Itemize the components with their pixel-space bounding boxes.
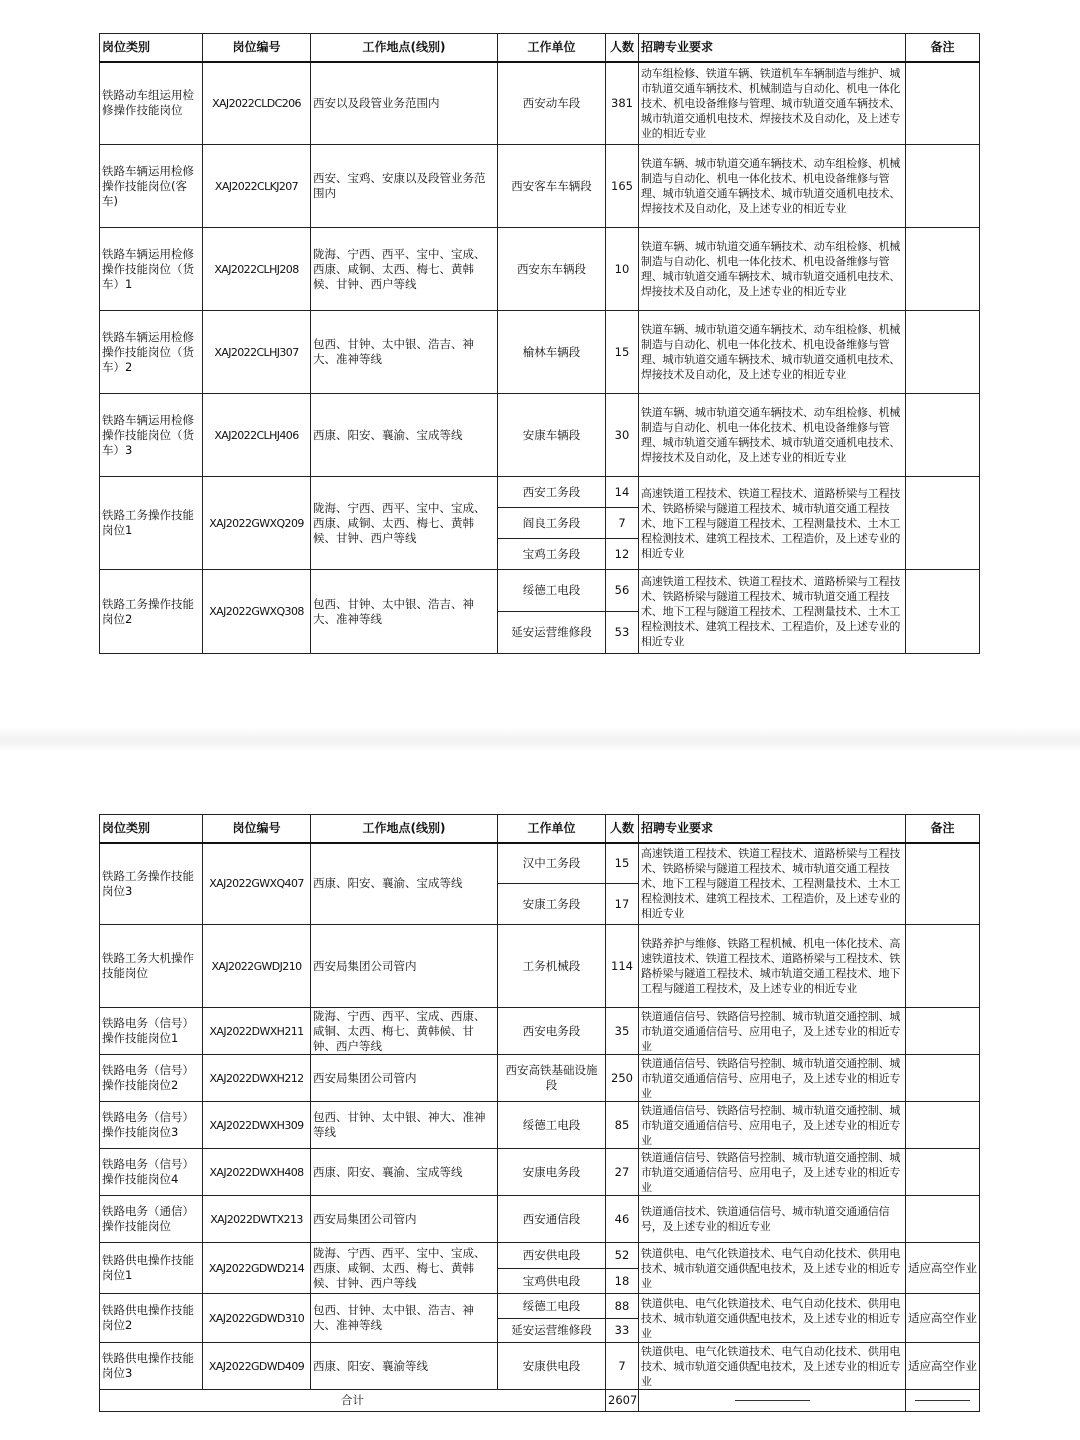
work-unit: 绥德工电段 [498, 570, 606, 612]
major-requirement [639, 925, 906, 1008]
major-requirement [639, 570, 906, 654]
table-body [100, 843, 980, 1390]
table-row [100, 570, 980, 612]
table-row [100, 311, 980, 394]
headcount: 7 [606, 1343, 639, 1390]
headcount: 7 [606, 508, 639, 539]
total-row [100, 1390, 980, 1412]
headcount: 250 [606, 1055, 639, 1102]
page-separator [0, 728, 1080, 752]
table-row [100, 1055, 980, 1102]
major-requirement-text: 铁道车辆、城市轨道交通车辆技术、动车组检修、机械制造与自动化、机电一体化技术、机电设备维修与管理、城市轨道交通车辆技术、城市轨道交通机电技术、焊接技术及自动化，及上述专业的相近专业 [641, 157, 901, 215]
major-requirement-text: 铁道供电、电气化铁道技术、电气自动化技术、供用电技术、城市轨道交通供配电技术，及上述专业的相近专业 [641, 1296, 901, 1340]
work-location: 西安以及段管业务范围内 [311, 62, 498, 145]
headcount: 12 [606, 539, 639, 570]
work-location: 陇海、宁西、西平、宝中、宝成、西康、咸铜、太西、梅七、黄韩候、甘钟、西户等线 [311, 477, 498, 570]
work-location: 包西、甘钟、太中银、浩吉、神大、准神等线 [311, 1294, 498, 1343]
major-requirement [639, 394, 906, 477]
major-requirement-text: 铁道通信技术、铁道通信信号、城市轨道交通通信信号，及上述专业的相近专业 [641, 1205, 890, 1233]
position-code: XAJ2022GDWD310 [203, 1294, 311, 1343]
remark [906, 62, 980, 145]
work-unit: 安康电务段 [498, 1149, 606, 1196]
remark [906, 1102, 980, 1149]
position-code: XAJ2022GWXQ308 [203, 570, 311, 654]
major-requirement [639, 1343, 906, 1390]
position-category: 铁路动车组运用检修操作技能岗位 [100, 62, 203, 145]
major-requirement [639, 843, 906, 925]
headcount: 15 [606, 311, 639, 394]
remark [906, 1008, 980, 1055]
table-row [100, 1102, 980, 1149]
headcount: 381 [606, 62, 639, 145]
remark [906, 311, 980, 394]
position-code: XAJ2022GWDJ210 [203, 925, 311, 1008]
position-code: XAJ2022DWXH309 [203, 1102, 311, 1149]
major-requirement-text: 铁道车辆、城市轨道交通车辆技术、动车组检修、机械制造与自动化、机电一体化技术、机电设备维修与管理、城市轨道交通车辆技术、城市轨道交通机电技术、焊接技术及自动化，及上述专业的相近专业 [641, 406, 901, 464]
table-row [100, 228, 980, 311]
major-requirement [639, 1294, 906, 1343]
total-note-dash [906, 1390, 980, 1412]
position-code: XAJ2022CLHJ307 [203, 311, 311, 394]
headcount: 17 [606, 884, 639, 925]
remark [906, 394, 980, 477]
header-requirement: 招聘专业要求 [639, 815, 906, 843]
major-requirement [639, 1243, 906, 1294]
header-code: 岗位编号 [203, 815, 311, 843]
major-requirement [639, 477, 906, 570]
position-category: 铁路电务（通信）操作技能岗位 [100, 1196, 203, 1243]
headcount: 35 [606, 1008, 639, 1055]
position-category: 铁路工务操作技能岗位2 [100, 570, 203, 654]
work-unit: 西安东车辆段 [498, 228, 606, 311]
position-category: 铁路车辆运用检修操作技能岗位（货车）2 [100, 311, 203, 394]
major-requirement-text: 动车组检修、铁道车辆、铁道机车车辆制造与维护、城市轨道交通车辆技术、机械制造与自动化、机电一体化技术、机电设备维修与管理、城市轨道交通车辆技术、城市轨道交通机电技术、焊接技术及自动化，及上述专业的相近专业 [641, 66, 901, 140]
header-unit: 工作单位 [498, 815, 606, 843]
remark: 适应高空作业 [906, 1294, 980, 1343]
position-category: 铁路电务（信号）操作技能岗位2 [100, 1055, 203, 1102]
table-row [100, 1196, 980, 1243]
position-category: 铁路车辆运用检修操作技能岗位（货车）3 [100, 394, 203, 477]
position-category: 铁路电务（信号）操作技能岗位1 [100, 1008, 203, 1055]
work-unit: 阎良工务段 [498, 508, 606, 539]
major-requirement-text: 高速铁道工程技术、铁道工程技术、道路桥梁与工程技术、铁路桥梁与隧道工程技术、城市轨道交通工程技术、地下工程与隧道工程技术、工程测量技术、土木工程检测技术、建筑工程技术、工程造价，及上述专业的相近专业 [641, 486, 901, 560]
work-unit: 西安动车段 [498, 62, 606, 145]
work-location: 包西、甘钟、太中银、神大、准神等线 [311, 1102, 498, 1149]
major-requirement-text: 铁道供电、电气化铁道技术、电气自动化技术、供用电技术、城市轨道交通供配电技术，及上述专业的相近专业 [641, 1246, 901, 1290]
table-row [100, 925, 980, 1008]
remark: 适应高空作业 [906, 1343, 980, 1390]
work-location: 西康、阳安、襄渝、宝成等线 [311, 1149, 498, 1196]
total-label: 合计 [100, 1390, 606, 1412]
headcount: 56 [606, 570, 639, 612]
work-unit: 安康车辆段 [498, 394, 606, 477]
work-location: 包西、甘钟、太中银、浩吉、神大、准神等线 [311, 570, 498, 654]
position-category: 铁路供电操作技能岗位1 [100, 1243, 203, 1294]
position-category: 铁路电务（信号）操作技能岗位3 [100, 1102, 203, 1149]
major-requirement-text: 铁道车辆、城市轨道交通车辆技术、动车组检修、机械制造与自动化、机电一体化技术、机电设备维修与管理、城市轨道交通车辆技术、城市轨道交通机电技术、焊接技术及自动化，及上述专业的相近专业 [641, 323, 901, 381]
work-unit: 宝鸡供电段 [498, 1269, 606, 1294]
remark [906, 570, 980, 654]
work-unit: 安康工务段 [498, 884, 606, 925]
position-code: XAJ2022GWXQ407 [203, 843, 311, 925]
major-requirement [639, 1055, 906, 1102]
position-category: 铁路车辆运用检修操作技能岗位(客车) [100, 145, 203, 228]
total-count: 2607 [606, 1390, 639, 1412]
work-location: 陇海、宁西、西平、宝中、宝成、西康、咸铜、太西、梅七、黄韩候、甘钟、西户等线 [311, 228, 498, 311]
table-row [100, 62, 980, 145]
header-note: 备注 [906, 815, 980, 843]
headcount: 10 [606, 228, 639, 311]
position-category: 铁路工务操作技能岗位3 [100, 843, 203, 925]
headcount: 165 [606, 145, 639, 228]
headcount: 30 [606, 394, 639, 477]
recruitment-table-page-2 [99, 814, 980, 1412]
work-location: 西安局集团公司管内 [311, 1196, 498, 1243]
work-location: 西安局集团公司管内 [311, 925, 498, 1008]
major-requirement [639, 1196, 906, 1243]
headcount: 114 [606, 925, 639, 1008]
position-category: 铁路电务（信号）操作技能岗位4 [100, 1149, 203, 1196]
work-unit: 西安供电段 [498, 1243, 606, 1269]
remark [906, 228, 980, 311]
work-unit: 工务机械段 [498, 925, 606, 1008]
work-unit: 西安客车车辆段 [498, 145, 606, 228]
work-location: 西康、阳安、襄渝、宝成等线 [311, 843, 498, 925]
position-code: XAJ2022DWXH212 [203, 1055, 311, 1102]
remark [906, 145, 980, 228]
headcount: 27 [606, 1149, 639, 1196]
position-code: XAJ2022GDWD409 [203, 1343, 311, 1390]
major-requirement-text: 高速铁道工程技术、铁道工程技术、道路桥梁与工程技术、铁路桥梁与隧道工程技术、城市轨道交通工程技术、地下工程与隧道工程技术、工程测量技术、土木工程检测技术、建筑工程技术、工程造价，及上述专业的相近专业 [641, 847, 901, 921]
major-requirement-text: 铁道通信信号、铁路信号控制、城市轨道交通控制、城市轨道交通通信信号、应用电子，及上述专业的相近专业 [641, 1009, 901, 1053]
header-requirement: 招聘专业要求 [639, 34, 906, 62]
table-row [100, 1343, 980, 1390]
major-requirement [639, 1149, 906, 1196]
headcount: 53 [606, 612, 639, 654]
headcount: 88 [606, 1294, 639, 1319]
table-header-row [100, 815, 980, 843]
position-category: 铁路工务操作技能岗位1 [100, 477, 203, 570]
header-unit: 工作单位 [498, 34, 606, 62]
remark [906, 925, 980, 1008]
work-unit: 延安运营维修段 [498, 1319, 606, 1343]
work-unit: 西安通信段 [498, 1196, 606, 1243]
major-requirement [639, 1102, 906, 1149]
position-code: XAJ2022GDWD214 [203, 1243, 311, 1294]
major-requirement-text: 铁道车辆、城市轨道交通车辆技术、动车组检修、机械制造与自动化、机电一体化技术、机电设备维修与管理、城市轨道交通车辆技术、城市轨道交通机电技术、焊接技术及自动化，及上述专业的相近专业 [641, 240, 901, 298]
headcount: 33 [606, 1319, 639, 1343]
work-unit: 延安运营维修段 [498, 612, 606, 654]
headcount: 52 [606, 1243, 639, 1269]
header-category: 岗位类别 [100, 34, 203, 62]
table-row [100, 1008, 980, 1055]
position-category: 铁路供电操作技能岗位2 [100, 1294, 203, 1343]
remark [906, 477, 980, 570]
table-row [100, 145, 980, 228]
table-row [100, 843, 980, 884]
position-category: 铁路车辆运用检修操作技能岗位（货车）1 [100, 228, 203, 311]
work-location: 西安局集团公司管内 [311, 1055, 498, 1102]
work-unit: 汉中工务段 [498, 843, 606, 884]
work-unit: 西安工务段 [498, 477, 606, 508]
position-code: XAJ2022CLKJ207 [203, 145, 311, 228]
header-count: 人数 [606, 34, 639, 62]
work-unit: 绥德工电段 [498, 1102, 606, 1149]
work-location: 包西、甘钟、太中银、浩吉、神大、准神等线 [311, 311, 498, 394]
major-requirement [639, 311, 906, 394]
work-location: 西安、宝鸡、安康以及段管业务范围内 [311, 145, 498, 228]
table-row [100, 1294, 980, 1319]
work-location: 西康、阳安、襄渝、宝成等线 [311, 394, 498, 477]
work-unit: 安康供电段 [498, 1343, 606, 1390]
work-unit: 榆林车辆段 [498, 311, 606, 394]
remark [906, 1196, 980, 1243]
work-location: 陇海、宁西、西平、宝中、宝成、西康、咸铜、太西、梅七、黄韩候、甘钟、西户等线 [311, 1243, 498, 1294]
major-requirement-text: 铁道通信信号、铁路信号控制、城市轨道交通控制、城市轨道交通通信信号、应用电子，及上述专业的相近专业 [641, 1056, 901, 1100]
remark: 适应高空作业 [906, 1243, 980, 1294]
header-code: 岗位编号 [203, 34, 311, 62]
position-code: XAJ2022GWXQ209 [203, 477, 311, 570]
remark [906, 843, 980, 925]
major-requirement-text: 铁道通信信号、铁路信号控制、城市轨道交通控制、城市轨道交通通信信号、应用电子，及上述专业的相近专业 [641, 1150, 901, 1194]
remark [906, 1149, 980, 1196]
header-note: 备注 [906, 34, 980, 62]
recruitment-table-page-1 [99, 33, 980, 654]
work-location: 西康、阳安、襄渝等线 [311, 1343, 498, 1390]
major-requirement [639, 228, 906, 311]
major-requirement-text: 铁路养护与维修、铁路工程机械、机电一体化技术、高速铁道技术、铁道工程技术、道路桥梁与工程技术、铁路桥梁与隧道工程技术、城市轨道交通工程技术、地下工程与隧道工程技术，及上述专业的相近专业 [641, 937, 901, 995]
work-unit: 西安高铁基础设施段 [498, 1055, 606, 1102]
header-category: 岗位类别 [100, 815, 203, 843]
table-body [100, 62, 980, 654]
position-code: XAJ2022DWTX213 [203, 1196, 311, 1243]
work-unit: 西安电务段 [498, 1008, 606, 1055]
header-count: 人数 [606, 815, 639, 843]
table-row [100, 1149, 980, 1196]
work-location: 陇海、宁西、西平、宝成、西康、咸铜、太西、梅七、黄韩候、甘钟、西户等线 [311, 1008, 498, 1055]
position-category: 铁路工务大机操作技能岗位 [100, 925, 203, 1008]
major-requirement-text: 铁道通信信号、铁路信号控制、城市轨道交通控制、城市轨道交通通信信号、应用电子，及上述专业的相近专业 [641, 1103, 901, 1147]
headcount: 46 [606, 1196, 639, 1243]
position-category: 铁路供电操作技能岗位3 [100, 1343, 203, 1390]
position-code: XAJ2022CLDC206 [203, 62, 311, 145]
work-unit: 绥德工电段 [498, 1294, 606, 1319]
major-requirement-text: 铁道供电、电气化铁道技术、电气自动化技术、供用电技术、城市轨道交通供配电技术，及上述专业的相近专业 [641, 1344, 901, 1388]
position-code: XAJ2022CLHJ208 [203, 228, 311, 311]
table-header-row [100, 34, 980, 62]
major-requirement [639, 145, 906, 228]
headcount: 85 [606, 1102, 639, 1149]
major-requirement [639, 62, 906, 145]
total-requirement-dash [639, 1390, 906, 1412]
table-row [100, 1243, 980, 1269]
position-code: XAJ2022DWXH211 [203, 1008, 311, 1055]
headcount: 18 [606, 1269, 639, 1294]
headcount: 14 [606, 477, 639, 508]
position-code: XAJ2022CLHJ406 [203, 394, 311, 477]
table-row [100, 394, 980, 477]
position-code: XAJ2022DWXH408 [203, 1149, 311, 1196]
work-unit: 宝鸡工务段 [498, 539, 606, 570]
remark [906, 1055, 980, 1102]
header-location: 工作地点(线别) [311, 34, 498, 62]
major-requirement-text: 高速铁道工程技术、铁道工程技术、道路桥梁与工程技术、铁路桥梁与隧道工程技术、城市轨道交通工程技术、地下工程与隧道工程技术、工程测量技术、土木工程检测技术、建筑工程技术、工程造价，及上述专业的相近专业 [641, 575, 901, 648]
headcount: 15 [606, 843, 639, 884]
major-requirement [639, 1008, 906, 1055]
table-row [100, 477, 980, 508]
header-location: 工作地点(线别) [311, 815, 498, 843]
